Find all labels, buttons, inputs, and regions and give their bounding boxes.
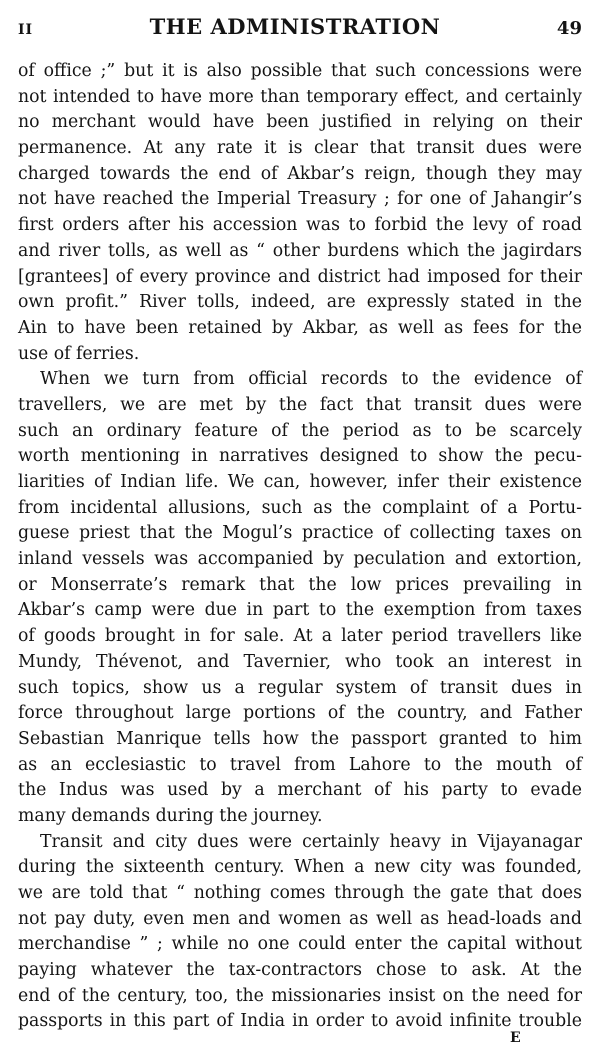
page-number: 49 [556,18,582,39]
text-line: liarities of Indian life. We can, however, infer their existence [18,472,582,492]
text-line: and river tolls, as well as “ other burdens which the jagirdars [18,240,582,261]
text-line: paying whatever the tax-contractors chose to ask. At the [18,960,582,981]
text-line: of office ;” but it is also possible that such concessions were [18,61,582,81]
text-line: Akbar’s camp were due in part to the exemption from taxes [18,600,582,621]
text-line: such topics, show us a regular system of transit dues in [18,677,582,698]
text-line: passports in this part of India in order to avoid infinite trouble [18,1011,582,1032]
text-line: force throughout large portions of the country, and Father [18,703,582,724]
running-title: THE ADMINISTRATION [149,14,441,39]
chapter-numeral: II [18,22,34,38]
text-line: end of the century, too, the missionaries insist on the need for [18,985,582,1006]
text-line: Sebastian Manrique tells how the passport granted to him [18,728,582,749]
text-line: first orders after his accession was to forbid the levy of road [18,215,582,236]
text-line: Mundy, Thévenot, and Tavernier, who took an interest in [18,651,582,672]
text-line: merchandise ” ; while no one could enter the capital without [18,934,582,955]
text-line: [grantees] of every province and district had imposed for their [18,266,582,287]
text-line: guese priest that the Mogul’s practice of collecting taxes on [18,523,582,544]
text-line: not intended to have more than temporary effect, and certainly [18,86,582,107]
body-text [18,59,582,1035]
text-line: permanence. At any rate it is clear that transit dues were [18,138,582,159]
text-line: travellers, we are met by the fact that transit dues were [18,394,582,415]
text-line: worth mentioning in narratives designed to show the pecu- [18,446,582,467]
text-line: as an ecclesiastic to travel from Lahore to the mouth of [18,754,582,775]
text-line: from incidental allusions, such as the complaint of a Portu- [18,497,582,518]
running-header [18,14,582,44]
text-line: or Monserrate’s remark that the low prices prevailing in [18,574,582,595]
text-line: of goods brought in for sale. At a later period travellers like [18,626,582,647]
text-line: during the sixteenth century. When a new city was founded, [18,857,582,878]
text-line: Transit and city dues were certainly heavy in Vijayanagar [40,831,582,852]
text-line: not pay duty, even men and women as well as head-loads and [18,908,582,929]
text-line: not have reached the Imperial Treasury ; for one of Jahangir’s [18,189,582,210]
text-line: we are told that “ nothing comes through the gate that does [18,883,582,903]
text-line: When we turn from official records to the evidence of [40,369,582,390]
text-line: no merchant would have been justified in relying on their [18,112,582,133]
text-line: Ain to have been retained by Akbar, as well as fees for the [18,317,582,338]
text-line: inland vessels was accompanied by peculation and extortion, [18,549,582,570]
text-line: charged towards the end of Akbar’s reign, though they may [18,163,582,184]
text-line: use of ferries. [18,343,140,364]
text-line: many demands during the journey. [18,805,323,826]
signature-mark: E [510,1030,521,1046]
text-line: own profit.” River tolls, indeed, are expressly stated in the [18,292,582,313]
text-line: the Indus was used by a merchant of his party to evade [18,780,582,801]
text-line: such an ordinary feature of the period as to be scarcely [18,420,582,441]
